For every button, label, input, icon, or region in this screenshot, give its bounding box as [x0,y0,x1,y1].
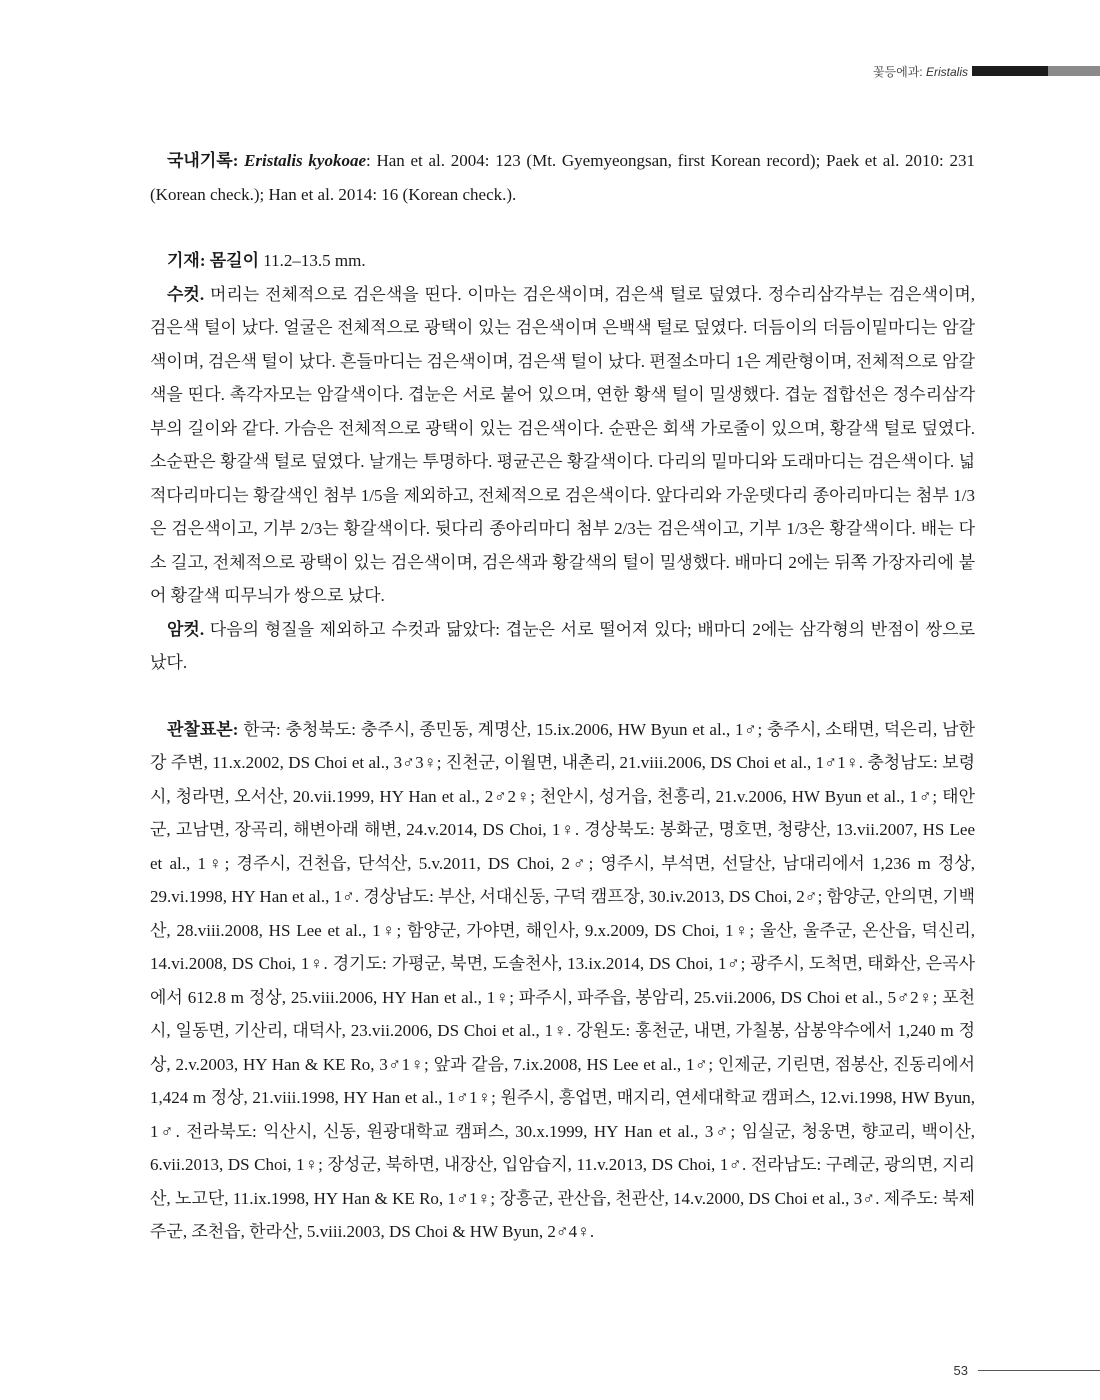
header-bar-grey [1048,66,1100,76]
female-paragraph [150,613,975,680]
female-label: 암컷. [167,619,205,639]
male-text: 머리는 전체적으로 검은색을 띤다. 이마는 검은색이며, 검은색 털로 덮였다. 정수리삼각부는 검은색이며, 검은색 털이 났다. 얼굴은 전체적으로 광택이 있는 검은색이며 은백색 털로 덮였다. 더듬이의 더듬이밑마디는 암갈색이며, 검은색 털이 났다. 흔들마디는 검은색이며, 검은색 털이 났다. 편절소마디 1은 계란형이며, 전체적으로 암갈색을 띤다. 촉각자모는 암갈색이다. 겹눈은 서로 붙어 있으며, 연한 황색 털이 밀생했다. 겹눈 접합선은 정수리삼각부의 길이와 같다. 가슴은 전체적으로 광택이 있는 검은색이다. 순판은 회색 가로줄이 있으며, 황갈색 털로 덮였다. 소순판은 황갈색 털로 덮였다. 날개는 투명하다. 평균곤은 황갈색이다. 다리의 밑마디와 도래마디는 검은색이다. 넓적다리마디는 황갈색인 첨부 1/5을 제외하고, 전체적으로 검은색이다. 앞다리와 가운뎃다리 종아리마디는 첨부 1/3은 검은색이고, 기부 2/3는 황갈색이다. 뒷다리 종아리마디 첨부 2/3는 검은색이고, 기부 1/3은 황갈색이다. 배는 다소 길고, 전체적으로 광택이 있는 검은색이며, 검은색과 황갈색의 털이 밀생했다. 배마디 2에는 뒤쪽 가장자리에 붙어 황갈색 띠무늬가 쌍으로 났다. [150,284,975,605]
description-text: 11.2–13.5 mm. [259,251,366,270]
domestic-record-label: 국내기록: [167,151,239,170]
section-gap [150,680,975,713]
running-header-genus: Eristalis [925,64,968,79]
header-bar-dark [972,66,1048,76]
running-header-title [873,63,968,80]
male-label: 수컷. [167,284,205,304]
page-body [150,144,975,1249]
running-header-family: 꽃등에과: [872,64,923,79]
species-name: Eristalis kyokoae [244,151,366,170]
footer-rule [978,1370,1100,1371]
specimens-label: 관찰표본: [167,719,239,739]
male-paragraph [150,278,975,613]
specimens-text: 한국: 충청북도: 충주시, 종민동, 계명산, 15.ix.2006, HW Byun et al., 1♂; 충주시, 소태면, 덕은리, 남한강 주변, 11.x.2002, DS Choi et al., 3♂3♀; 진천군, 이월면, 내촌리, 21.viii.2006, DS Choi et al., 1♂1♀. 충청남도: 보령시, 청라면, 오서산, 20.vii.1999, HY Han et al., 2♂2♀; 천안시, 성거읍, 천흥리, 21.v.2006, HW Byun et al., 1♂; 태안군, 고남면, 장곡리, 해변아래 해변, 24.v.2014, DS Choi, 1♀. 경상북도: 봉화군, 명호면, 청량산, 13.vii.2007, HS Lee et al., 1♀; 경주시, 건천읍, 단석산, 5.v.2011, DS Choi, 2♂; 영주시, 부석면, 선달산, 남대리에서 1,236 m 정상, 29.vi.1998, HY Han et al., 1♂. 경상남도: 부산, 서대신동, 구덕 캠프장, 30.iv.2013, DS Choi, 2♂; 함양군, 안의면, 기백산, 28.viii.2008, HS Lee et al., 1♀; 함양군, 가야면, 해인사, 9.x.2009, DS Choi, 1♀; 울산, 울주군, 온산읍, 덕신리, 14.vi.2008, DS Choi, 1♀. 경기도: 가평군, 북면, 도솔천사, 13.ix.2014, DS Choi, 1♂; 광주시, 도척면, 태화산, 은곡사에서 612.8 m 정상, 25.viii.2006, HY Han et al., 1♀; 파주시, 파주읍, 봉암리, 25.vii.2006, DS Choi et al., 5♂2♀; 포천시, 일동면, 기산리, 대덕사, 23.vii.2006, DS Choi et al., 1♀. 강원도: 홍천군, 내면, 가칠봉, 삼봉약수에서 1,240 m 정상, 2.v.2003, HY Han & KE Ro, 3♂1♀; 앞과 같음, 7.ix.2008, HS Lee et al., 1♂; 인제군, 기린면, 점봉산, 진동리에서 1,424 m 정상, 21.viii.1998, HY Han et al., 1♂1♀; 원주시, 흥업면, 매지리, 연세대학교 캠퍼스, 12.vi.1998, HW Byun, 1♂. 전라북도: 익산시, 신동, 원광대학교 캠퍼스, 30.x.1999, HY Han et al., 3♂; 임실군, 청웅면, 향교리, 백이산, 6.vii.2013, DS Choi, 1♀; 장성군, 북하면, 내장산, 입암습지, 11.v.2013, DS Choi, 1♂. 전라남도: 구례군, 광의면, 지리산, 노고단, 11.ix.1998, HY Han & KE Ro, 1♂1♀; 장흥군, 관산읍, 천관산, 14.v.2000, DS Choi et al., 3♂. 제주도: 북제주군, 조천읍, 한라산, 5.viii.2003, DS Choi & HW Byun, 2♂4♀. [150,719,975,1241]
domestic-record-paragraph [150,144,975,211]
description-paragraph [150,244,975,278]
running-header [873,64,1100,78]
section-gap [150,211,975,244]
page-number: 53 [953,1363,968,1378]
specimens-paragraph [150,713,975,1249]
description-label: 기재: 몸길이 [167,251,260,270]
page-footer [954,1363,1100,1378]
domestic-record-text: : Han et al. 2004: 123 (Mt. Gyemyeongsan, first Korean record); Paek et al. 2010: 231 (Korean check.); Han et al. 2014: 16 (Korean check.). [150,151,976,204]
female-text: 다음의 형질을 제외하고 수컷과 닮았다: 겹눈은 서로 떨어져 있다; 배마디 2에는 삼각형의 반점이 쌍으로 났다. [150,619,975,672]
